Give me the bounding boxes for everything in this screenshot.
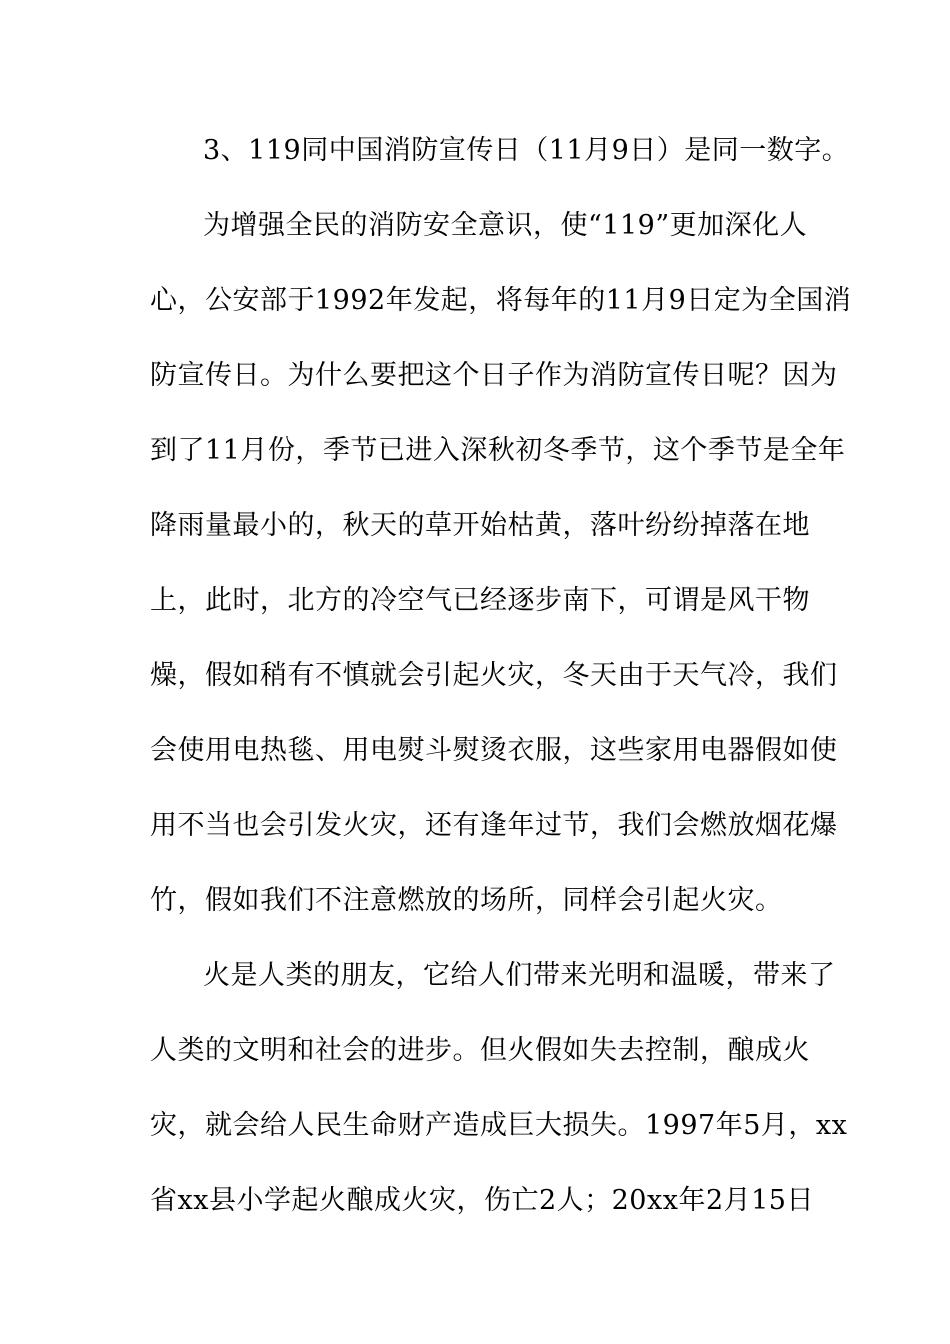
text-line: 人类的文明和社会的进步。但火假如失去控制，酿成火 (150, 1035, 810, 1066)
paragraph-first-line: 为增强全民的消防安全意识，使“119”更加深化人 (203, 210, 808, 241)
text-line: 用不当也会引发火灾，还有逢年过节，我们会燃放烟花爆 (150, 810, 838, 841)
text-line: 燥，假如稍有不慎就会引起火灾，冬天由于天气冷，我们 (150, 660, 838, 691)
text-line: 3、119同中国消防宣传日（11月9日）是同一数字。 (203, 135, 850, 166)
text-line: 省xx县小学起火酿成火灾，伤亡2人；20xx年2月15日 (150, 1185, 814, 1216)
text-line: 降雨量最小的，秋天的草开始枯黄，落叶纷纷掉落在地 (150, 510, 810, 541)
text-line: 心，公安部于1992年发起，将每年的11月9日定为全国消 (150, 285, 852, 316)
text-line: 防宣传日。为什么要把这个日子作为消防宣传日呢？因为 (150, 360, 838, 391)
text-line: 会使用电热毯、用电熨斗熨烫衣服，这些家用电器假如使 (150, 735, 838, 766)
text-line: 灾，就会给人民生命财产造成巨大损失。1997年5月，xx (150, 1110, 848, 1141)
text-line: 上，此时，北方的冷空气已经逐步南下，可谓是风干物 (150, 585, 810, 616)
paragraph-first-line: 火是人类的朋友，它给人们带来光明和温暖，带来了 (203, 960, 836, 991)
text-line: 竹，假如我们不注意燃放的场所，同样会引起火灾。 (150, 885, 783, 916)
text-line: 到了11月份，季节已进入深秋初冬季节，这个季节是全年 (150, 435, 846, 466)
